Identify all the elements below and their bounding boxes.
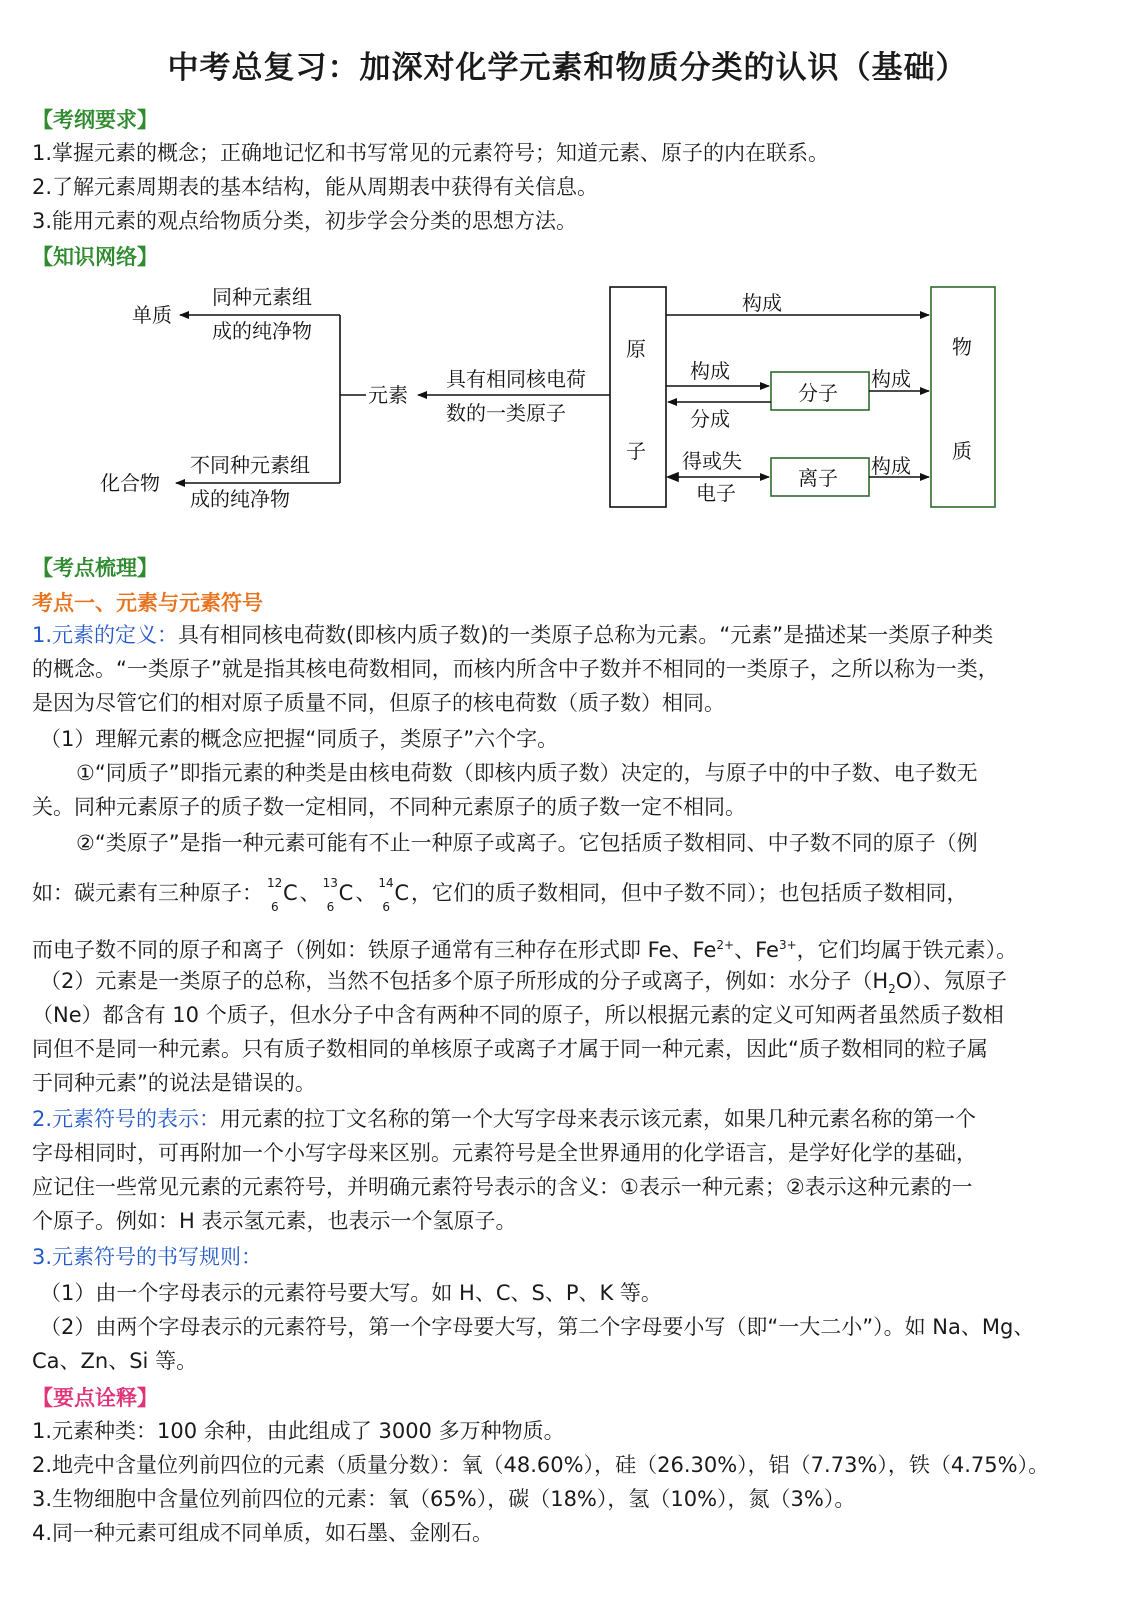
diagram-def-bot: 数的一类原子 [446,401,566,425]
yaodian-item-3: 3.生物细胞中含量位列前四位的元素：氧（65%），碳（18%），氢（10%），氮（3%）。 [32,1487,856,1511]
diagram-diff-bot: 成的纯净物 [190,487,290,511]
iron-line: 而电子数不同的原子和离子（例如：铁原子通常有三种存在形式即 Fe、$Fe^{2+}$、$Fe^{3+}$，它们均属于铁元素）。 [32,938,1018,962]
isotope-pre: 如：碳元素有三种原子： [32,881,263,905]
symbol-line-1: 2.元素符号的表示：用元素的拉丁文名称的第一个大写字母来表示该元素，如果几种元素名称的第一个 [32,1107,977,1131]
note-1-a: ①“同质子”即指元素的种类是由核电荷数（即核内质子数）决定的，与原子中的中子数、电子数无 [76,761,978,785]
yaodian-item-2: 2.地壳中含量位列前四位的元素（质量分数）：氧（48.60%），硅（26.30%），铝（7.73%），铁（4.75%）。 [32,1453,1050,1477]
diagram-dianzi: 电子 [696,481,736,505]
diagram-same-top: 同种元素组 [212,285,312,309]
kaogang-item-3: 3.能用元素的观点给物质分类，初步学会分类的思想方法。 [32,209,578,233]
kaogang-item-2: 2.了解元素周期表的基本结构，能从周期表中获得有关信息。 [32,175,599,199]
diagram-same-bot: 成的纯净物 [212,319,312,343]
note-2-line-4: 于同种元素”的说法是错误的。 [32,1071,316,1095]
yaodian-item-1: 1.元素种类：100 余种，由此组成了 3000 多万种物质。 [32,1419,565,1443]
section-kaodian: 【考点梳理】 [32,556,158,580]
definition-line-2: 的概念。“一类原子”就是指其核电荷数相同，而核内所含中子数并不相同的一类原子，之所以称为一类， [32,657,999,681]
knowledge-network-diagram [0,278,1135,528]
diagram-def-top: 具有相同核电荷 [446,367,586,391]
yaodian-item-4: 4.同一种元素可组成不同单质，如石墨、金刚石。 [32,1521,494,1545]
diagram-fencheng: 分成 [690,407,730,431]
diagram-lizi: 离子 [798,466,838,490]
note-2-line-1: （2）元素是一类原子的总称，当然不包括多个原子所形成的分子或离子，例如：水分子$(H_2O)$、氖原子 [40,969,1007,997]
note-1-intro: （1）理解元素的概念应把握“同质子，类原子”六个字。 [40,727,559,751]
diagram-wu: 物 [952,335,972,359]
diagram-danzhi: 单质 [132,303,172,327]
kaogang-item-1: 1.掌握元素的概念；正确地记忆和书写常见的元素符号；知道元素、原子的内在联系。 [32,141,830,165]
definition-line-3: 是因为尽管它们的相对原子质量不同，但原子的核电荷数（质子数）相同。 [32,691,725,715]
isotope-post: ，它们的质子数相同，但中子数不同）；也包括质子数相同， [411,881,968,905]
note-2-line-2: （Ne）都含有 10 个质子，但水分子中含有两种不同的原子，所以根据元素的定义可知两者虽然质子数相 [32,1003,1004,1027]
diagram-zhi: 质 [952,439,972,463]
writing-rule-2-cont: Ca、Zn、Si 等。 [32,1349,198,1373]
diagram-zi: 子 [626,439,646,463]
diagram-diff-top: 不同种元素组 [190,453,310,477]
diagram-yuan: 原 [626,337,646,361]
symbol-label: 2.元素符号的表示： [32,1107,221,1131]
diagram-goucheng-lizi: 构成 [871,454,911,478]
isotope-c13: 13 6 C [322,876,354,914]
diagram-dehuoshi: 得或失 [682,449,742,473]
section-zhishi: 【知识网络】 [32,245,158,269]
section-kaogang: 【考纲要求】 [32,108,158,132]
writing-rule-1: （1）由一个字母表示的元素符号要大写。如 H、C、S、P、K 等。 [40,1281,662,1305]
definition-text-1: 具有相同核电荷数(即核内质子数)的一类原子总称为元素。“元素”是描述某一类原子种类 [178,623,994,647]
note-1-a-cont: 关。同种元素原子的质子数一定相同，不同种元素原子的质子数一定不相同。 [32,795,746,819]
note-2-line-3: 同但不是同一种元素。只有质子数相同的单核原子或离子才属于同一种元素，因此“质子数相同的粒子属 [32,1037,988,1061]
symbol-line-2: 字母相同时，可再附加一个小写字母来区别。元素符号是全世界通用的化学语言，是学好化学的基础， [32,1141,977,1165]
isotope-line: 如：碳元素有三种原子： 12 6 C、 13 6 C、 14 6 C，它们的质子数相同，但中子数不同）；也包括质子数相同， [32,876,968,914]
diagram-huahewu: 化合物 [100,471,160,495]
writing-rules-label: 3.元素符号的书写规则： [32,1245,263,1269]
symbol-line-3: 应记住一些常见元素的元素符号，并明确元素符号表示的含义：①表示一种元素；②表示这种元素的一 [32,1175,973,1199]
diagram-yuansu: 元素 [368,383,408,407]
isotope-c14: 14 6 C [378,876,410,914]
isotope-c12: 12 6 C [267,876,298,914]
page-title: 中考总复习：加深对化学元素和物质分类的认识（基础） [167,50,968,86]
diagram-fenzi: 分子 [798,381,838,405]
definition-label: 1.元素的定义： [32,623,179,647]
definition-line-1 [32,618,1107,652]
kaodian1-heading: 考点一、元素与元素符号 [32,591,263,615]
diagram-goucheng-top: 构成 [742,291,782,315]
diagram-goucheng-mid: 构成 [690,359,730,383]
note-1-b: ②“类原子”是指一种元素可能有不止一种原子或离子。它包括质子数相同、中子数不同的原子（例 [76,831,978,855]
writing-rule-2: （2）由两个字母表示的元素符号，第一个字母要大写，第二个字母要小写（即“一大二小”）。如 Na、Mg、 [40,1315,1035,1339]
symbol-line-4: 个原子。例如：H 表示氢元素，也表示一个氢原子。 [32,1209,517,1233]
diagram-goucheng-fenzi: 构成 [871,367,911,391]
section-yaodian: 【要点诠释】 [32,1386,158,1410]
